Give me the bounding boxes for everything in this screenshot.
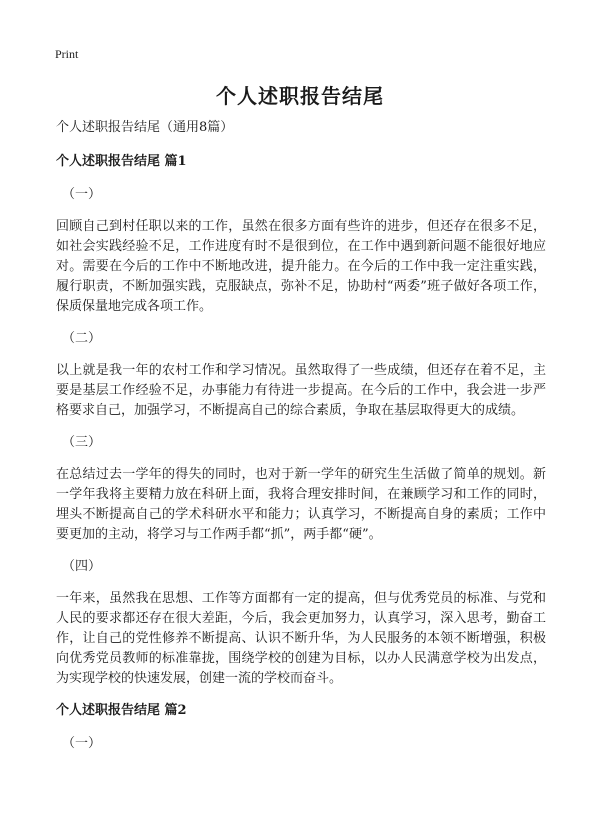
part-label-2-1: （一） — [62, 736, 102, 751]
print-link[interactable]: Print — [55, 47, 79, 61]
part-label-1-3: （三） — [62, 435, 102, 450]
part-label-1-2: （二） — [62, 331, 102, 346]
page-title: 个人述职报告结尾 — [216, 84, 384, 108]
paragraph-1-4: 一年来，虽然我在思想、工作等方面都有一定的提高，但与优秀党员的标准、与党和人民的要求都还存在很大差距，今后，我会更加努力，认真学习，深入思考，勤奋工作，让自己的党性修养不断提高、认识不断升华，为人民服务的本领不断增强，积极向优秀党员教师的标准靠拢，围绕学校的创建为目标，以办人民满意学校为出发点，为实现学校的快速发展，创建一流的学校而奋斗。 — [56, 591, 546, 686]
document-body — [56, 118, 546, 766]
paragraph-1-3: 在总结过去一学年的得失的同时，也对于新一学年的研究生生活做了简单的规划。新一学年我将主要精力放在科研上面，我将合理安排时间，在兼顾学习和工作的同时，埋头不断提高自己的学术科研水平和能力；认真学习，不断提高自身的素质；工作中要更加的主动，将学习与工作两手都“抓”，两手都“硬”。 — [56, 467, 546, 542]
part-label-1-4: （四） — [62, 559, 102, 574]
section-heading-2: 个人述职报告结尾 篇2 — [56, 703, 187, 718]
part-label-1-1: （一） — [62, 187, 102, 202]
document-subtitle: 个人述职报告结尾（通用8篇） — [56, 120, 234, 135]
paragraph-1-1: 回顾自己到村任职以来的工作，虽然在很多方面有些许的进步，但还存在很多不足，如社会实践经验不足，工作进度有时不是很到位，在工作中遇到新问题不能很好地应对。需要在今后的工作中不断地改进，提升能力。在今后的工作中我一定注重实践，履行职责，不断加强实践，克服缺点，弥补不足，协助村“两委”班子做好各项工作，保质保量地完成各项工作。 — [56, 219, 546, 314]
paragraph-1-2: 以上就是我一年的农村工作和学习情况。虽然取得了一些成绩，但还存在着不足，主要是基层工作经验不足，办事能力有待进一步提高。在今后的工作中，我会进一步严格要求自己，加强学习，不断提高自己的综合素质，争取在基层取得更大的成绩。 — [56, 363, 546, 418]
section-heading-1: 个人述职报告结尾 篇1 — [56, 154, 187, 169]
